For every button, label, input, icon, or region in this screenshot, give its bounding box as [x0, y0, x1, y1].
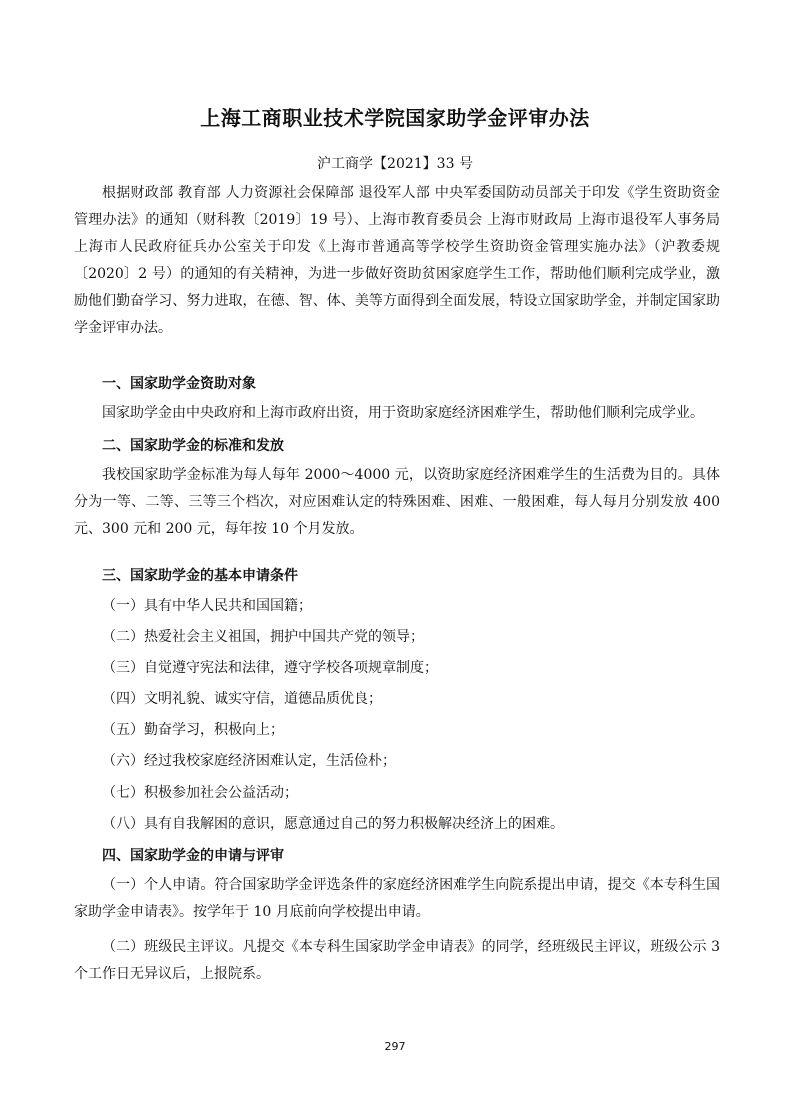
list-item: （四）文明礼貌、诚实守信，道德品质优良；: [102, 691, 382, 707]
list-item: （一）具有中华人民共和国国籍；: [102, 598, 312, 614]
section-4-paragraph-2: （二）班级民主评议。凡提交《本专科生国家助学金申请表》的同学，经班级民主评议，班级公示 3 个工作日无异议后，上报院系。: [74, 939, 720, 982]
list-item: （六）经过我校家庭经济困难认定，生活俭朴；: [102, 753, 396, 769]
section-heading-1: 一、国家助学金资助对象: [102, 376, 256, 392]
document-number: 沪工商学【2021】33 号: [317, 156, 473, 172]
list-item: （八）具有自我解困的意识，愿意通过自己的努力积极解决经济上的困难。: [102, 816, 564, 832]
list-item: （三）自觉遵守宪法和法律，遵守学校各项规章制度；: [102, 660, 438, 676]
list-item: （七）积极参加社会公益活动；: [102, 785, 298, 801]
section-2-text: 我校国家助学金标准为每人每年 2000～4000 元，以资助家庭经济困难学生的生活费为目的。具体分为一等、二等、三等三个档次，对应困难认定的特殊困难、困难、一般困难，每人每月分别发放 400 元、300 元和 200 元，每年按 10 个月发放。: [74, 467, 720, 537]
list-item: （五）勤奋学习，积极向上；: [102, 722, 284, 738]
section-heading-3: 三、国家助学金的基本申请条件: [102, 568, 298, 584]
document-title: 上海工商职业技术学院国家助学金评审办法: [200, 106, 590, 130]
section-4-paragraph-1: （一）个人申请。符合国家助学金评选条件的家庭经济困难学生向院系提出申请，提交《本专科生国家助学金申请表》。按学年于 10 月底前向学校提出申请。: [74, 877, 720, 920]
intro-paragraph: 根据财政部 教育部 人力资源社会保障部 退役军人部 中央军委国防动员部关于印发《学生资助资金管理办法》的通知（财科教〔2019〕19 号）、上海市教育委员会 上海市财政局 上海市退役军人事务局 上海市人民政府征兵办公室关于印发《上海市普通高等学校学生资助资金管理实施办法》（沪教委规〔2020〕2 号）的通知的有关精神，为进一步做好资助贫困家庭学生工作，帮助他们顺利完成学业，激励他们勤奋学习、努力进取，在德、智、体、美等方面得到全面发展，特设立国家助学金，并制定国家助学金评审办法。: [74, 185, 720, 336]
section-heading-2: 二、国家助学金的标准和发放: [102, 438, 284, 454]
list-item: （二）热爱社会主义祖国，拥护中国共产党的领导；: [102, 629, 424, 645]
section-heading-4: 四、国家助学金的申请与评审: [102, 848, 284, 864]
page-number: 297: [384, 1040, 406, 1053]
section-1-text: 国家助学金由中央政府和上海市政府出资，用于资助家庭经济困难学生，帮助他们顺利完成学业。: [102, 405, 704, 421]
